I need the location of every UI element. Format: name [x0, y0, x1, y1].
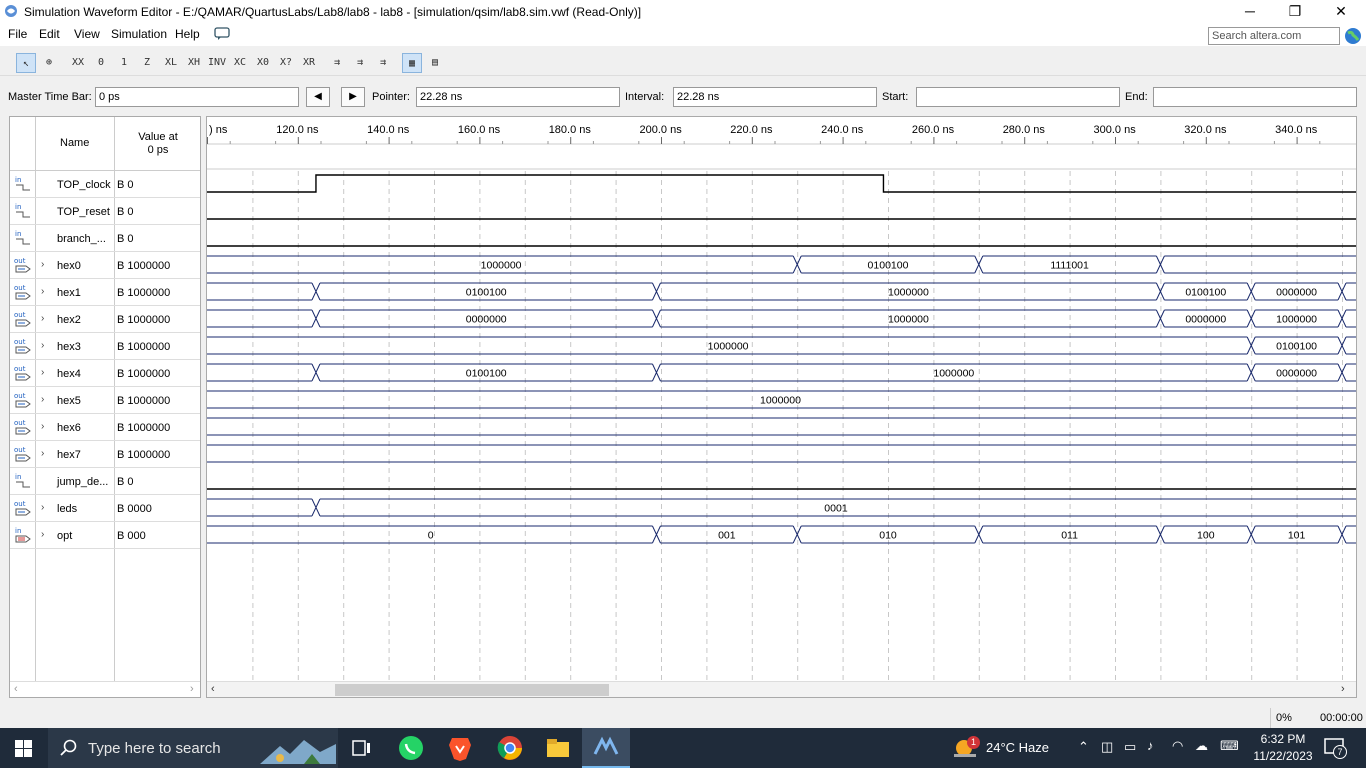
tick-label: 160.0 ns — [457, 124, 501, 136]
expand-chevron-icon[interactable]: › — [41, 529, 45, 540]
signal-row[interactable] — [10, 468, 200, 495]
expand-chevron-icon[interactable]: › — [41, 286, 45, 297]
output-pin-icon — [13, 256, 33, 274]
output-pin-icon — [13, 310, 33, 328]
bus-value-label: 1000000 — [887, 313, 929, 326]
grid-settings-icon[interactable]: ▤ — [431, 57, 439, 68]
bus-segment — [1346, 283, 1356, 300]
interval-label: Interval: — [625, 91, 665, 103]
signal-value: B 1000000 — [117, 422, 171, 434]
value-header-line1: Value at — [138, 131, 178, 143]
start-label: Start: — [882, 91, 909, 103]
bus-segment — [1346, 337, 1356, 354]
tick-label: 140.0 ns — [367, 124, 410, 136]
waveform-canvas[interactable] — [207, 117, 1356, 681]
signal-name: hex3 — [57, 341, 81, 353]
wifi-icon[interactable]: ◠ — [1172, 738, 1184, 753]
signal-row[interactable] — [10, 198, 200, 225]
signal-value: B 1000000 — [117, 368, 171, 380]
signal-name: opt — [57, 530, 73, 542]
tick-label: 180.0 ns — [548, 124, 591, 136]
bus-value-label: 0100100 — [867, 259, 909, 272]
bus-segment — [207, 364, 312, 381]
bit-waveform — [207, 175, 1356, 192]
bus-value-label: 101 — [1287, 529, 1306, 542]
svg-text:in: in — [15, 203, 22, 211]
signal-row[interactable] — [10, 333, 200, 360]
svg-text:in: in — [15, 527, 22, 535]
menu-help[interactable]: Help — [175, 27, 200, 41]
functional-sim-icon[interactable]: ⇉ — [333, 57, 341, 68]
tick-label: 280.0 ns — [1002, 124, 1045, 136]
bus-value-label: 0 — [427, 529, 434, 542]
search-icon — [60, 739, 78, 757]
expand-chevron-icon[interactable]: › — [41, 367, 45, 378]
bus-segment — [207, 310, 312, 327]
bus-transition — [312, 283, 320, 300]
bus-transition — [652, 526, 660, 543]
netlist-icon[interactable]: ⇉ — [379, 57, 387, 68]
waveform-pane[interactable] — [206, 116, 1357, 698]
svg-text:out: out — [14, 284, 26, 292]
input-pin-icon — [13, 202, 33, 220]
expand-chevron-icon[interactable]: › — [41, 259, 45, 270]
signal-row[interactable] — [10, 495, 200, 522]
bus-value-label: 0100100 — [465, 367, 507, 380]
feedback-icon[interactable] — [214, 27, 230, 41]
tick-label: 200.0 ns — [639, 124, 682, 136]
status-bar — [0, 708, 1366, 728]
signal-row[interactable] — [10, 522, 200, 549]
toolbar — [0, 50, 1366, 76]
bus-value-label: 0000000 — [1185, 313, 1227, 326]
timing-sim-icon[interactable]: ⇉ — [356, 57, 364, 68]
bus-transition — [652, 364, 660, 381]
pointer-field: 22.28 ns — [416, 87, 620, 107]
signal-list-pane — [9, 116, 201, 698]
signal-name: hex4 — [57, 368, 81, 380]
progress-percent: 0% — [1276, 712, 1292, 724]
output-pin-icon — [13, 445, 33, 463]
svg-text:out: out — [14, 365, 26, 373]
signal-name: TOP_clock — [57, 179, 111, 191]
svg-text:out: out — [14, 446, 26, 454]
bus-transition — [652, 310, 660, 327]
signal-value: B 0000 — [117, 503, 152, 515]
name-column-header[interactable]: Name — [60, 137, 90, 149]
globe-icon[interactable] — [1344, 27, 1362, 45]
bus-transition — [652, 283, 660, 300]
signal-value: B 0 — [117, 179, 134, 191]
high-impedance-icon[interactable]: Z — [143, 57, 151, 68]
show-hidden-icons-icon[interactable]: ⌃ — [1078, 739, 1089, 754]
svg-text:out: out — [14, 257, 26, 265]
prev-transition-button[interactable]: ◀ — [306, 87, 330, 107]
invert-icon[interactable]: INV — [207, 57, 227, 68]
taskbar-search-box[interactable] — [48, 728, 338, 768]
input-bus-icon — [13, 526, 33, 544]
bus-value-label: 011 — [1061, 529, 1078, 542]
signal-row[interactable] — [10, 441, 200, 468]
signal-value: B 000 — [117, 530, 146, 542]
tick-label: 320.0 ns — [1184, 124, 1227, 136]
input-pin-icon — [13, 229, 33, 247]
random-value-icon[interactable]: XR — [302, 57, 316, 68]
signal-value: B 1000000 — [117, 314, 171, 326]
value-header-line2: 0 ps — [147, 144, 169, 156]
expand-chevron-icon[interactable]: › — [41, 502, 45, 513]
pointer-label: Pointer: — [372, 91, 410, 103]
svg-text:out: out — [14, 338, 26, 346]
signal-row[interactable] — [10, 387, 200, 414]
svg-text:out: out — [14, 311, 26, 319]
chrome-icon[interactable] — [496, 734, 524, 762]
left-horizontal-scrollbar[interactable] — [10, 681, 200, 697]
taskbar-search-text: Type here to search — [88, 740, 221, 757]
taskbar-clock[interactable] — [1250, 731, 1316, 765]
scrollbar-thumb[interactable] — [335, 684, 609, 696]
bus-value-label: 0100100 — [465, 286, 507, 299]
signal-name: hex7 — [57, 449, 81, 461]
task-view-icon[interactable] — [348, 734, 376, 762]
signal-row[interactable] — [10, 414, 200, 441]
signal-row[interactable] — [10, 171, 200, 198]
tick-label: ) ns — [209, 124, 228, 136]
signal-name: hex6 — [57, 422, 81, 434]
expand-chevron-icon[interactable]: › — [41, 340, 45, 351]
weak-high-icon[interactable]: XH — [187, 57, 201, 68]
windows-start-icon[interactable] — [15, 740, 32, 757]
menu-simulation[interactable]: Simulation — [111, 27, 168, 41]
elapsed-time: 00:00:00 — [1320, 712, 1363, 724]
bus-transition — [312, 310, 320, 327]
signal-list-header — [10, 117, 200, 171]
maximize-button[interactable]: ❐ — [1288, 3, 1302, 19]
signal-value: B 1000000 — [117, 395, 171, 407]
clock-icon[interactable]: X0 — [256, 57, 270, 68]
keyboard-icon[interactable]: ⌨ — [1220, 738, 1239, 753]
expand-chevron-icon[interactable]: › — [41, 448, 45, 459]
value-column-header[interactable] — [136, 131, 180, 157]
clock-date: 11/22/2023 — [1253, 749, 1313, 763]
bus-segment — [1346, 526, 1356, 543]
master-time-bar-label: Master Time Bar: — [8, 91, 92, 103]
bus-segment — [1346, 364, 1356, 381]
interval-field: 22.28 ns — [673, 87, 877, 107]
tick-label: 340.0 ns — [1275, 124, 1318, 136]
signal-name: TOP_reset — [57, 206, 110, 218]
scroll-right-icon[interactable]: › — [190, 683, 194, 695]
windows-taskbar — [0, 728, 1366, 768]
signal-value: B 1000000 — [117, 287, 171, 299]
signal-name: hex1 — [57, 287, 81, 299]
svg-text:in: in — [15, 230, 22, 238]
selection-tool-icon[interactable]: ↖ — [16, 53, 36, 73]
snap-grid-icon[interactable]: ▦ — [402, 53, 422, 73]
whatsapp-icon[interactable] — [397, 734, 425, 762]
signal-value: B 0 — [117, 206, 134, 218]
signal-name: hex5 — [57, 395, 81, 407]
zoom-tool-icon[interactable]: ⊕ — [45, 57, 53, 68]
signal-name: leds — [57, 503, 78, 515]
weather-badge: 1 — [967, 736, 980, 749]
input-pin-icon — [13, 175, 33, 193]
battery-icon[interactable]: ▭ — [1124, 739, 1137, 754]
signal-value: B 0 — [117, 233, 134, 245]
volume-icon[interactable]: ♪ — [1147, 738, 1154, 753]
menu-view[interactable]: View — [74, 27, 100, 41]
output-pin-icon — [13, 499, 33, 517]
svg-text:out: out — [14, 419, 26, 427]
quartus-app-icon — [4, 4, 18, 18]
output-pin-icon — [13, 283, 33, 301]
bus-value-label: 1000000 — [707, 340, 749, 353]
signal-value: B 1000000 — [117, 341, 171, 353]
tick-label: 120.0 ns — [276, 124, 319, 136]
bus-value-label: 1000000 — [1276, 313, 1318, 326]
output-pin-icon — [13, 364, 33, 382]
count-value-icon[interactable]: XC — [233, 57, 247, 68]
end-label: End: — [1125, 91, 1148, 103]
expand-chevron-icon[interactable]: › — [41, 394, 45, 405]
signal-name: jump_de... — [57, 476, 109, 488]
close-button[interactable]: ✕ — [1335, 3, 1347, 19]
svg-text:in: in — [15, 176, 22, 184]
bus-value-label: 0001 — [824, 502, 848, 515]
input-pin-icon — [13, 472, 33, 490]
tick-label: 240.0 ns — [821, 124, 864, 136]
bus-value-label: 1000000 — [480, 259, 522, 272]
bus-value-label: 0000000 — [465, 313, 507, 326]
bus-value-label: 1000000 — [933, 367, 975, 380]
bus-value-label: 1111001 — [1050, 259, 1089, 272]
tick-label: 300.0 ns — [1093, 124, 1136, 136]
tick-label: 260.0 ns — [911, 124, 955, 136]
quartus-icon — [592, 734, 620, 762]
menu-bar — [0, 24, 1366, 46]
signal-row[interactable] — [10, 252, 200, 279]
signal-row[interactable] — [10, 225, 200, 252]
bus-value-label: 0000000 — [1276, 367, 1318, 380]
master-time-bar-field[interactable]: 0 ps — [95, 87, 299, 107]
file-explorer-icon[interactable] — [544, 734, 572, 762]
bus-value-label: 1000000 — [887, 286, 929, 299]
bus-segment — [207, 499, 312, 516]
signal-value: B 1000000 — [117, 449, 171, 461]
force-low-icon[interactable]: 0 — [97, 57, 105, 68]
expand-chevron-icon[interactable]: › — [41, 421, 45, 432]
bus-value-label: 0100100 — [1276, 340, 1318, 353]
output-pin-icon — [13, 391, 33, 409]
start-field[interactable] — [916, 87, 1120, 107]
signal-name: branch_... — [57, 233, 106, 245]
bus-transition — [312, 364, 320, 381]
meet-now-icon[interactable]: ◫ — [1101, 739, 1114, 754]
bus-value-label: 010 — [879, 529, 897, 542]
menu-file[interactable]: File — [8, 27, 28, 41]
svg-text:out: out — [14, 392, 26, 400]
clock-time: 6:32 PM — [1260, 732, 1306, 746]
uninitialized-icon[interactable]: XX — [71, 57, 85, 68]
output-pin-icon — [13, 337, 33, 355]
window-title: Simulation Waveform Editor - E:/QAMAR/QuartusLabs/Lab8/lab8 - lab8 - [simulation/qsim/lab8.sim.vwf (Read-Only)] — [24, 5, 642, 19]
weather-text[interactable]: 24°C Haze — [986, 740, 1050, 755]
quartus-taskbar-button[interactable] — [582, 728, 630, 768]
end-field[interactable] — [1153, 87, 1357, 107]
notification-count: 7 — [1333, 745, 1347, 759]
bus-value-label: 0000000 — [1276, 286, 1318, 299]
weak-low-icon[interactable]: XL — [164, 57, 178, 68]
bus-segment — [1164, 256, 1356, 273]
signal-row[interactable] — [10, 306, 200, 333]
bus-value-label: 1000000 — [760, 394, 801, 407]
bus-segment — [207, 283, 312, 300]
time-bar-row — [0, 84, 1366, 110]
signal-value: B 0 — [117, 476, 134, 488]
brave-browser-icon[interactable] — [446, 734, 474, 762]
bus-value-label: 0100100 — [1185, 286, 1227, 299]
scroll-right-icon[interactable]: › — [1341, 683, 1345, 695]
scroll-left-icon[interactable]: ‹ — [211, 683, 215, 695]
search-input[interactable]: Search altera.com — [1208, 27, 1340, 45]
signal-row[interactable] — [10, 360, 200, 387]
search-highlight-image-icon — [260, 734, 336, 764]
svg-text:in: in — [15, 473, 22, 481]
bus-segment — [1346, 310, 1356, 327]
signal-value: B 1000000 — [117, 260, 171, 272]
scroll-left-icon[interactable]: ‹ — [14, 683, 18, 695]
bus-value-label: 100 — [1197, 529, 1215, 542]
menu-edit[interactable]: Edit — [39, 27, 60, 41]
title-bar — [0, 0, 1366, 24]
bus-transition — [312, 499, 320, 516]
arbitrary-value-icon[interactable]: X? — [279, 57, 293, 68]
output-pin-icon — [13, 418, 33, 436]
minimize-button[interactable]: ─ — [1245, 3, 1255, 19]
signal-name: hex2 — [57, 314, 81, 326]
bus-segment — [207, 445, 1356, 462]
bus-segment — [207, 418, 1356, 435]
tick-label: 220.0 ns — [730, 124, 773, 136]
expand-chevron-icon[interactable]: › — [41, 313, 45, 324]
bus-value-label: 001 — [718, 529, 736, 542]
signal-name: hex0 — [57, 260, 81, 272]
onedrive-icon[interactable]: ☁ — [1195, 738, 1208, 753]
signal-row[interactable] — [10, 279, 200, 306]
next-transition-button[interactable]: ▶ — [341, 87, 365, 107]
waveform-horizontal-scrollbar[interactable] — [207, 681, 1356, 697]
svg-text:out: out — [14, 500, 26, 508]
force-high-icon[interactable]: 1 — [120, 57, 128, 68]
